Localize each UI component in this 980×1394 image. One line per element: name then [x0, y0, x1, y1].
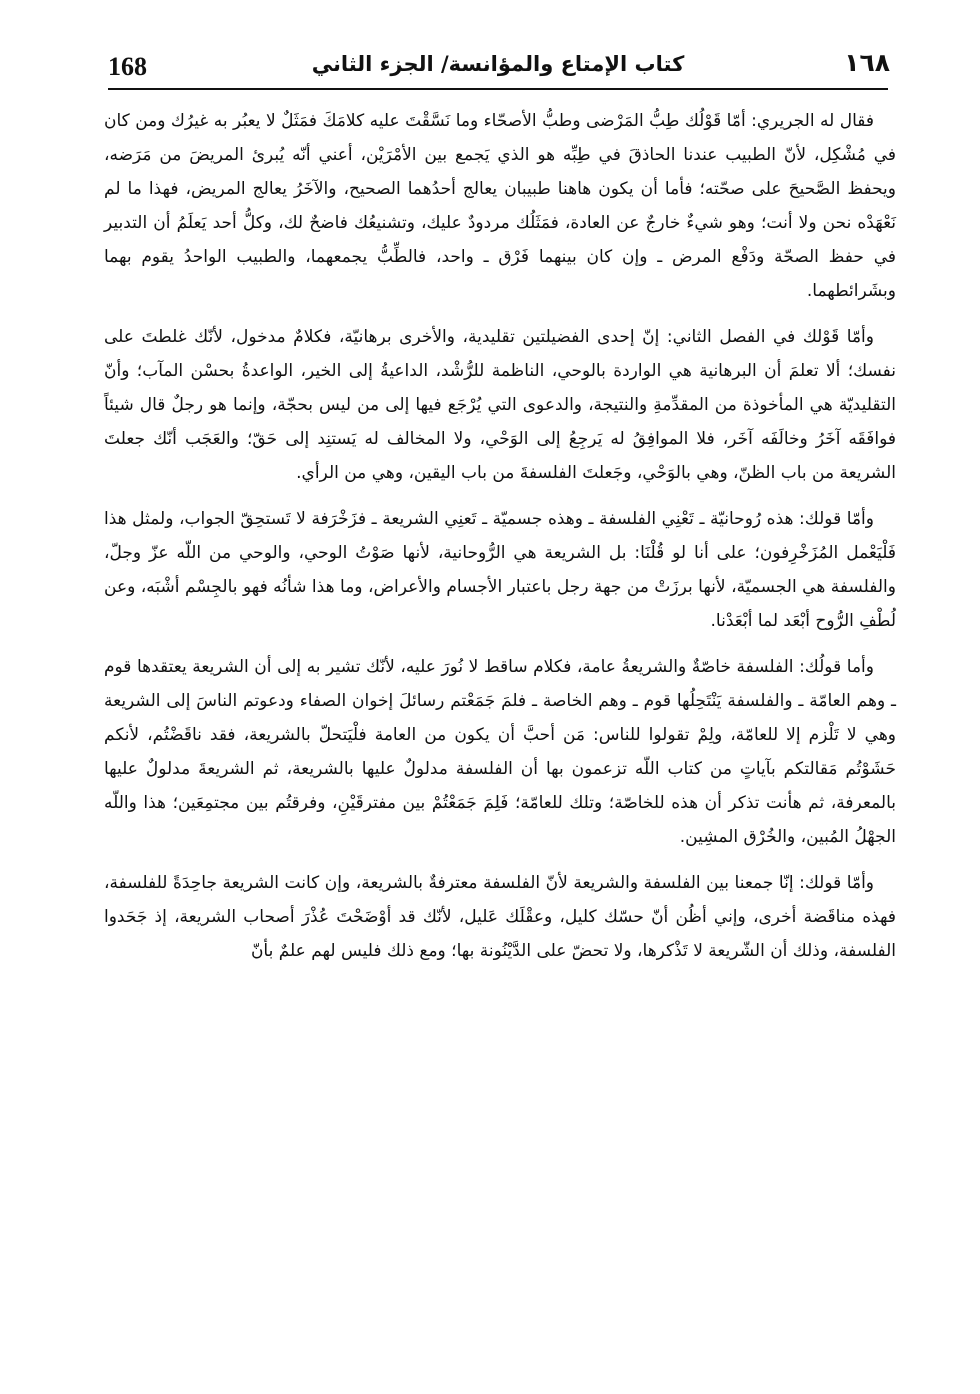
page-number-arabic: ١٦٨: [844, 48, 890, 77]
paragraph: وأما قولُك: الفلسفة خاصّةٌ والشريعةُ عامة، فكلام ساقط لا نُورَ عليه، لأنّك تشير به إلى أن الشريعة يعتقدها قوم ـ وهم العامّة ـ والفلسفة يَنْتَحِلُها قوم ـ وهم الخاصة ـ فلمَ جَمَعْتم رسائلَ إخوان الصفاء ودعوتم الناسَ إلى الشريعة وهي لا تَلْزم إلا للعامّة، ولِمْ تقولوا للناس: مَن أحبَّ أن يكون من العامة فلْيَتحلّ بالشريعة، فقد ناقَضْتُم، لأنكم حَشَوْتُم مَقالتكم بآياتٍ من كتاب اللّه تزعمون بها أن الفلسفة مدلولٌ عليها بالشريعة، ثم الشريعةَ مدلولٌ عليها بالمعرفة، ثم هأنت تذكر أن هذه للخاصّة؛ وتلك للعامّة؛ فَلِمَ جَمَعْتُمْ بين مفترقَيْنِ، وفرقتُم بين مجتمِعَين؛ هذا واللّه الجهْلُ المُبين، والخُرْق المشِين.: [104, 657, 896, 847]
paragraph: وأمّا قولك: هذه رُوحانيّة ـ تَعْنِي الفلسفة ـ وهذه جسميّة ـ تَعنِي الشريعة ـ فزَخْرَفة لا تَستحِقّ الجواب، ولمثل هذا فَلْيَعْمل المُزَخْرِفون؛ على أنا لو قُلْنَا: بل الشريعة هي الرُّوحانية، لأنها صَوْتُ الوحي، والوحي من اللّه عزّ وجلّ، والفلسفة هي الجسميّة، لأنها برزَتْ من جهة رجل باعتبار الأجسام والأعراض، وما هذا شأنُه فهو بالجِسْم أشْبَه، وعن لُطْفِ الرُّوح أبْعَد لما أبْعَدْنا.: [104, 509, 896, 631]
page-header: [108, 46, 888, 90]
body-text: [104, 104, 896, 980]
paragraph: وأمّا قَوْلك في الفصل الثاني: إنّ إحدى الفضيلتين تقليدية، والأخرى برهانيّة، فكلامٌ مدخول، لأنّك غلطتَ على نفسك؛ ألا تعلمَ أن البرهانية هي الواردة بالوحي، الناظمة للرُّشْد، الداعيةُ إلى الخير، الواعدةُ بحسْن المآب؛ وأنّ التقليديّة هي المأخوذة من المقدِّمةِ والنتيجة، والدعوى التي يُرْجَع فيها إلى من ليس بحجّة، وإنما هو رجلٌ قال شيئاً فوافَقَه آخَرُ وخالَفَه آخَر، فلا الموافِقُ له يَرجِعُ إلى الوَحْي، ولا المخالف له يَستنِد إلى حَقّ؛ والعَجَب أنّك جعلتَ الشريعة من باب الظنّ، وهي بالوَحْي، وجَعلتَ الفلسفةَ من باب اليقين، وهي من الرأي.: [104, 327, 896, 483]
page-number-latin: 168: [108, 52, 147, 81]
paragraph: فقال له الجريري: أمّا قَوْلُك طِبُّ المَرْضى وطبُّ الأصحّاء وما نَسَّقْتَ عليه كلامَكَ فمَثَلٌ لا يعبُر به غيرُك ومن كان في مُشْكِل، لأنّ الطبيب عندنا الحاذقَ في طِبِّه هو الذي يَجمع بين الأمْرَيْن، أعني أنّه يُبرئ المريضَ من مَرَضه، ويحفظ الصَّحيحَ على صحّته؛ فأما أن يكون هاهنا طبيبان يعالج أحدُهما الصحيح، والآخَرُ يعالج المريض، فهذا ما لم نَعْهَدْه نحن ولا أنت؛ وهو شيءٌ خارجٌ عن العادة، فمَثَلُك مردودٌ عليك، وتشنيعُك فاضحٌ لك، وكلُّ أحد يَعلَمُ أن التدبير في حفظ الصحّة ودَفْع المرض ـ وإن كان بينهما فَرْق ـ واحد، فالطِّبُّ يجمعهما، والطبيب الواحدُ يقوم بهما وبشَرائطهما.: [104, 111, 896, 301]
header-rule: [108, 88, 888, 90]
paragraph: وأمّا قولك: إنّا جمعنا بين الفلسفة والشريعة لأنّ الفلسفة معترفةٌ بالشريعة، وإن كانت الشريعة جاحِدَةً للفلسفة، فهذه مناقَضة أخرى، وإني أظُن أنّ حسّك كليل، وعقْلَك عَليل، لأنّك قد أوْضَحْتَ عُذْرَ أصحاب الشريعة، إذ جَحَدوا الفلسفة، وذلك أن الشّريعة لا تَذْكرها، ولا تحضّ على الدَّيْنُونة بها؛ ومع ذلك فليس لهم علمٌ بأنّ: [104, 873, 896, 961]
running-title: كتاب الإمتاع والمؤانسة/ الجزء الثاني: [311, 52, 685, 76]
